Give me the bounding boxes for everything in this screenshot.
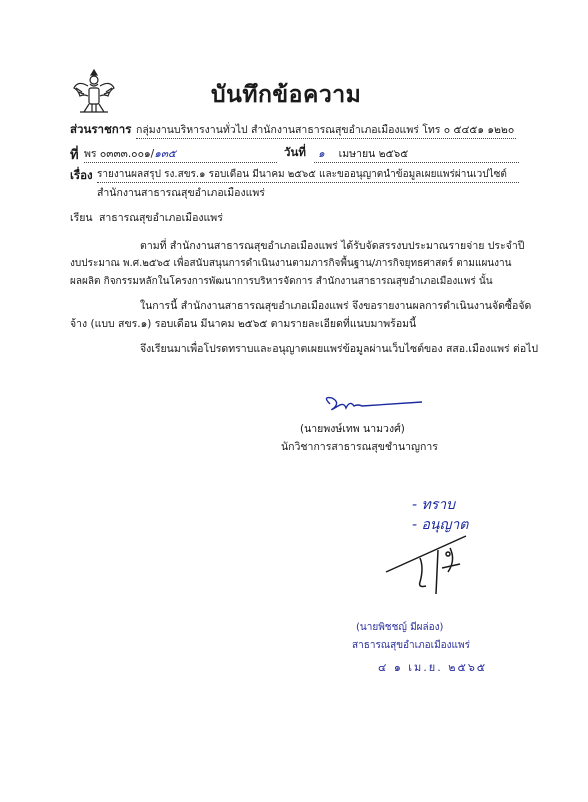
approval-note-2: - อนุญาต xyxy=(412,517,469,533)
paragraph-1-line-3: ผลผลิต กิจกรรมหลักในโครงการพัฒนาการบริหารจัดการ สำนักงานสาธารณสุขอำเภอเมืองแพร่ นั้น xyxy=(70,276,493,287)
paragraph-2-line-2: จ้าง (แบบ สขร.๑) รอบเดือน มีนาคม ๒๕๖๕ ตามรายละเอียดที่แนบมาพร้อมนี้ xyxy=(70,318,417,330)
signer-signature xyxy=(318,392,428,416)
date-month-year: เมษายน ๒๕๖๕ xyxy=(338,148,409,160)
approver-signature xyxy=(380,528,490,600)
subject-label: เรื่อง xyxy=(70,168,93,182)
ref-label: ที่ xyxy=(70,148,79,163)
signer-name: (นายพงษ์เทพ นามวงศ์) xyxy=(300,423,405,435)
approval-note-1: - ทราบ xyxy=(412,497,455,513)
salutation-value: สาธารณสุขอำเภอเมืองแพร่ xyxy=(99,212,223,224)
date-day-handwritten: ๑ xyxy=(318,148,325,160)
paragraph-1-line-1: ตามที่ สำนักงานสาธารณสุขอำเภอเมืองแพร่ ได้รับจัดสรรงบประมาณรายจ่าย ประจำปี xyxy=(140,240,525,252)
ref-value xyxy=(84,145,277,163)
paragraph-2-line-1: ในการนี้ สำนักงานสาธารณสุขอำเภอเมืองแพร่ จึงขอรายงานผลการดำเนินงานจัดซื้อจัด xyxy=(140,300,532,312)
garuda-emblem xyxy=(70,66,118,116)
signer-position: นักวิชาการสาธารณสุขชำนาญการ xyxy=(281,441,438,453)
approval-date: ๔ ๑ เม.ย. ๒๕๖๕ xyxy=(378,661,488,674)
ref-handwritten: ๑๓๕ xyxy=(154,148,176,160)
agency-value: กลุ่มงานบริหารงานทั่วไป สำนักงานสาธารณสุขอำเภอเมืองแพร่ โทร ๐ ๕๔๕๑ ๑๒๒๐ xyxy=(136,121,516,139)
date-value xyxy=(314,145,519,163)
ref-number: พร ๐๓๓๓.๐๐๑/ xyxy=(84,148,155,160)
agency-label: ส่วนราชการ xyxy=(70,122,132,136)
paragraph-1-line-2: งบประมาณ พ.ศ.๒๕๖๕ เพื่อสนับสนุนการดำเนินงานตามภารกิจพื้นฐาน/ภารกิจยุทธศาสตร์ ตามแผนงาน xyxy=(70,258,512,269)
paragraph-3: จึงเรียนมาเพื่อโปรดทราบและอนุญาตเผยแพร่ข้อมูลผ่านเว็บไซต์ของ สสอ.เมืองแพร่ ต่อไป xyxy=(140,343,539,355)
subject-line-2: สำนักงานสาธารณสุขอำเภอเมืองแพร่ xyxy=(97,187,265,199)
date-label: วันที่ xyxy=(284,145,306,159)
approver-position: สาธารณสุขอำเภอเมืองแพร่ xyxy=(352,640,470,651)
approver-name: (นายพิชชญ์ มีผล่อง) xyxy=(356,622,444,633)
document-title: บันทึกข้อความ xyxy=(211,82,362,108)
subject-line-1: รายงานผลสรุป รง.สขร.๑ รอบเดือน มีนาคม ๒๕๖๕ และขออนุญาตนำข้อมูลเผยแพร่ผ่านเวปไซต์ xyxy=(97,167,519,183)
salutation-label: เรียน xyxy=(70,212,93,224)
